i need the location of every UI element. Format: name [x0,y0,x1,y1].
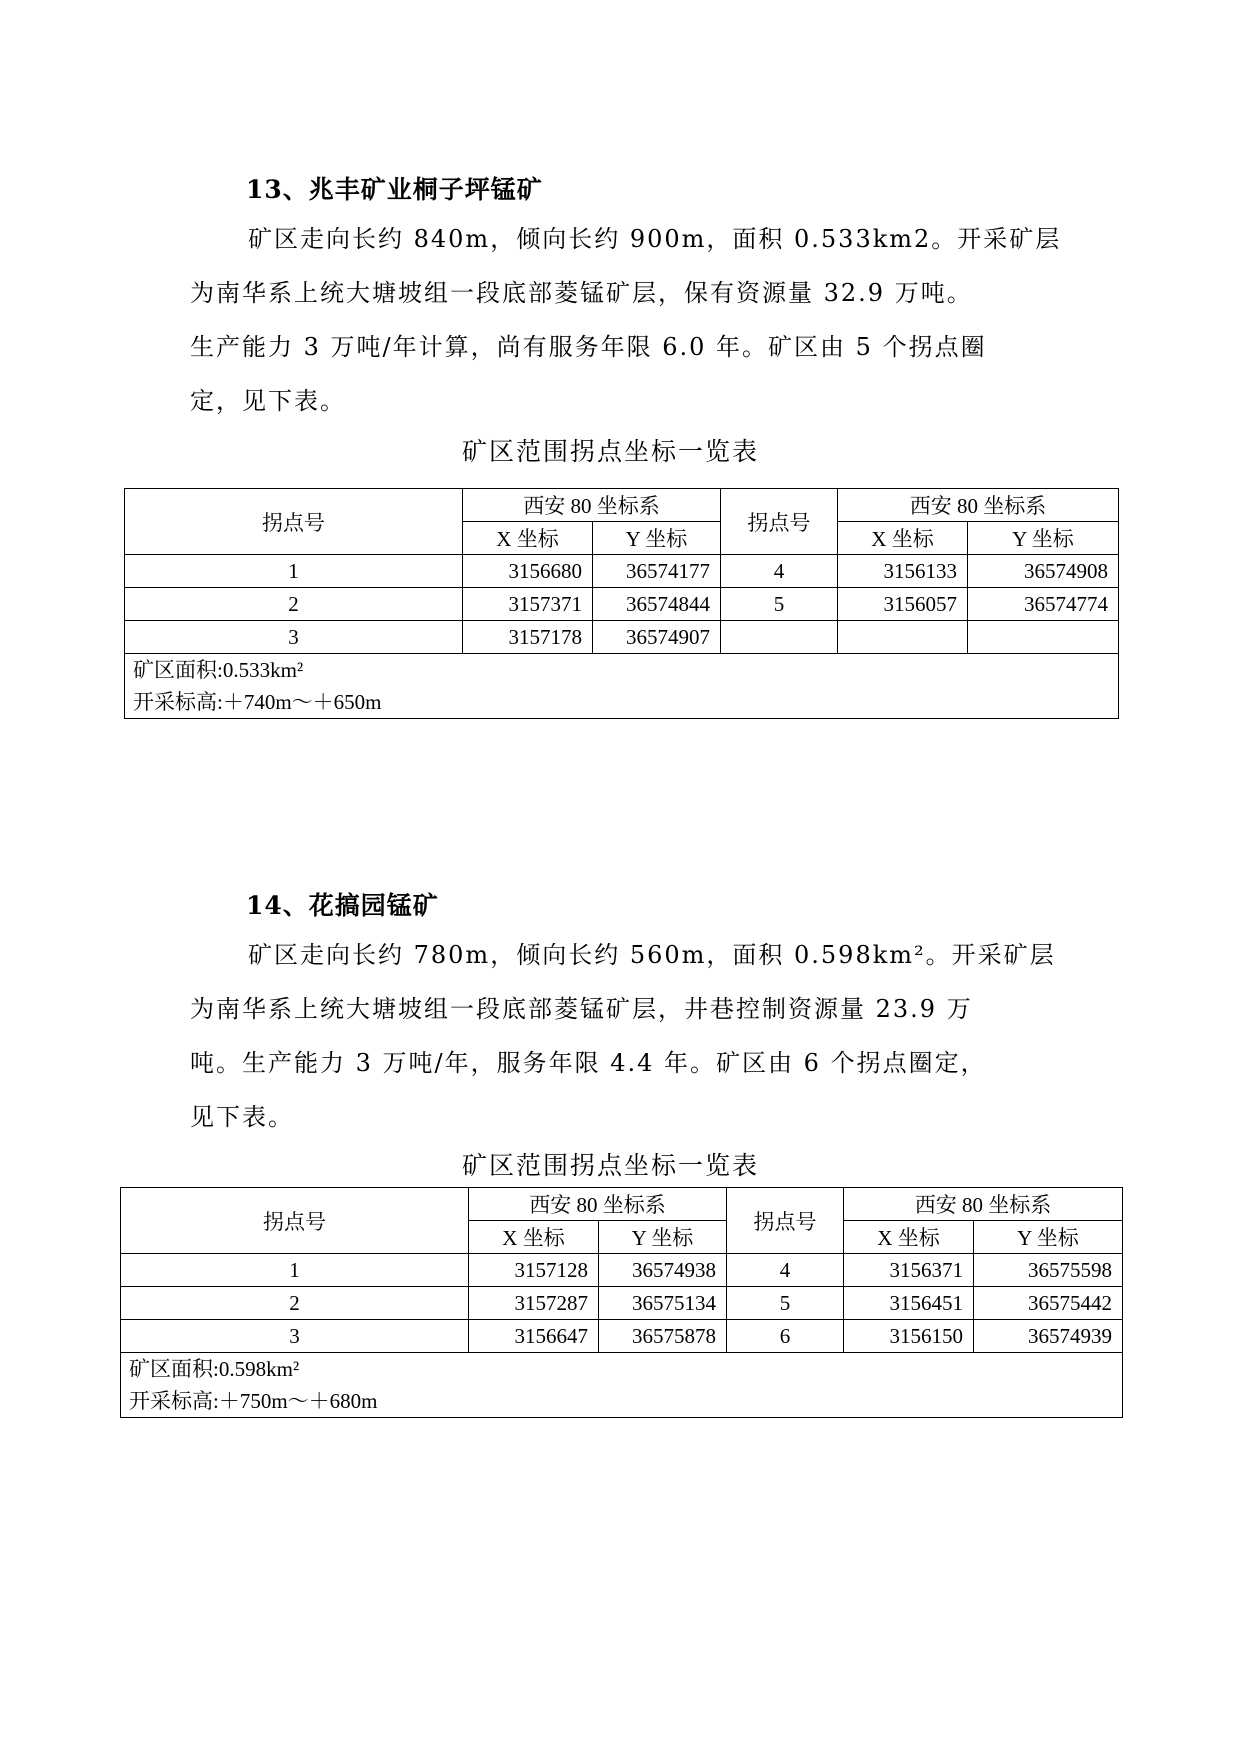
section-14-paragraph [190,928,1070,1144]
x-coordinate: 3157287 [469,1287,599,1320]
coordinate-system-header: 西安 80 坐标系 [838,489,1119,522]
paragraph-line: 矿区走向长约 840m，倾向长约 900m，面积 0.533km2。开采矿层 [248,225,1062,253]
table-row [125,588,1119,621]
section-13-paragraph [190,212,1070,428]
x-coordinate: 3157371 [463,588,593,621]
paragraph-line: 为南华系上统大塘坡组一段底部菱锰矿层，井巷控制资源量 23.9 万 [190,995,973,1023]
y-coordinate: 36574938 [599,1254,727,1287]
x-coordinate-header: X 坐标 [844,1221,974,1254]
coordinates-table-14 [120,1187,1123,1418]
table-row [121,1287,1123,1320]
y-coordinate-header: Y 坐标 [593,522,721,555]
x-coordinate-header: X 坐标 [469,1221,599,1254]
coordinate-system-header: 西安 80 坐标系 [469,1188,727,1221]
paragraph-line: 矿区走向长约 780m，倾向长约 560m，面积 0.598km²。开采矿层 [248,941,1056,969]
x-coordinate: 3156371 [844,1254,974,1287]
y-coordinate: 36574907 [593,621,721,654]
x-coordinate: 3156451 [844,1287,974,1320]
x-coordinate: 3156680 [463,555,593,588]
paragraph-line: 吨。生产能力 3 万吨/年，服务年限 4.4 年。矿区由 6 个拐点圈定， [190,1049,987,1077]
x-coordinate: 3156647 [469,1320,599,1353]
paragraph-line: 为南华系上统大塘坡组一段底部菱锰矿层，保有资源量 32.9 万吨。 [190,279,973,307]
x-coordinate: 3156133 [838,555,968,588]
x-coordinate [838,621,968,654]
point-number: 6 [727,1320,844,1353]
mining-elevation: 开采标高:＋740m～＋650m [133,690,382,714]
point-number-header: 拐点号 [721,489,838,555]
point-number-header: 拐点号 [125,489,463,555]
paragraph-line: 见下表。 [190,1103,294,1131]
paragraph-line: 生产能力 3 万吨/年计算，尚有服务年限 6.0 年。矿区由 5 个拐点圈 [190,333,987,361]
point-number: 3 [125,621,463,654]
x-coordinate-header: X 坐标 [838,522,968,555]
table-14-caption: 矿区范围拐点坐标一览表 [462,1151,760,1180]
y-coordinate: 36575442 [974,1287,1123,1320]
point-number: 4 [721,555,838,588]
coordinate-system-header: 西安 80 坐标系 [844,1188,1123,1221]
y-coordinate-header: Y 坐标 [974,1221,1123,1254]
y-coordinate: 36574908 [968,555,1119,588]
mine-area: 矿区面积:0.598km² [129,1357,300,1381]
point-number: 5 [721,588,838,621]
point-number-header: 拐点号 [121,1188,469,1254]
table-13-caption: 矿区范围拐点坐标一览表 [462,437,760,466]
point-number-header: 拐点号 [727,1188,844,1254]
section-14-heading: 14、花搞园锰矿 [246,891,439,920]
point-number: 2 [125,588,463,621]
point-number: 2 [121,1287,469,1320]
point-number [721,621,838,654]
coordinates-table-13 [124,488,1119,719]
point-number: 5 [727,1287,844,1320]
table-row [125,621,1119,654]
mining-elevation: 开采标高:＋750m～＋680m [129,1389,378,1413]
y-coordinate: 36574774 [968,588,1119,621]
table-footer [121,1353,1123,1418]
y-coordinate: 36574844 [593,588,721,621]
section-13-heading: 13、兆丰矿业桐子坪锰矿 [246,175,543,204]
point-number: 1 [125,555,463,588]
table-row [121,1320,1123,1353]
point-number: 1 [121,1254,469,1287]
y-coordinate-header: Y 坐标 [968,522,1119,555]
x-coordinate-header: X 坐标 [463,522,593,555]
x-coordinate: 3156057 [838,588,968,621]
point-number: 4 [727,1254,844,1287]
y-coordinate [968,621,1119,654]
paragraph-line: 定，见下表。 [190,387,346,415]
mine-area: 矿区面积:0.533km² [133,658,304,682]
y-coordinate: 36574939 [974,1320,1123,1353]
coordinate-system-header: 西安 80 坐标系 [463,489,721,522]
table-row [121,1254,1123,1287]
x-coordinate: 3157128 [469,1254,599,1287]
x-coordinate: 3157178 [463,621,593,654]
y-coordinate: 36575598 [974,1254,1123,1287]
y-coordinate: 36575878 [599,1320,727,1353]
y-coordinate-header: Y 坐标 [599,1221,727,1254]
table-row [125,555,1119,588]
table-footer [125,654,1119,719]
y-coordinate: 36575134 [599,1287,727,1320]
point-number: 3 [121,1320,469,1353]
y-coordinate: 36574177 [593,555,721,588]
x-coordinate: 3156150 [844,1320,974,1353]
